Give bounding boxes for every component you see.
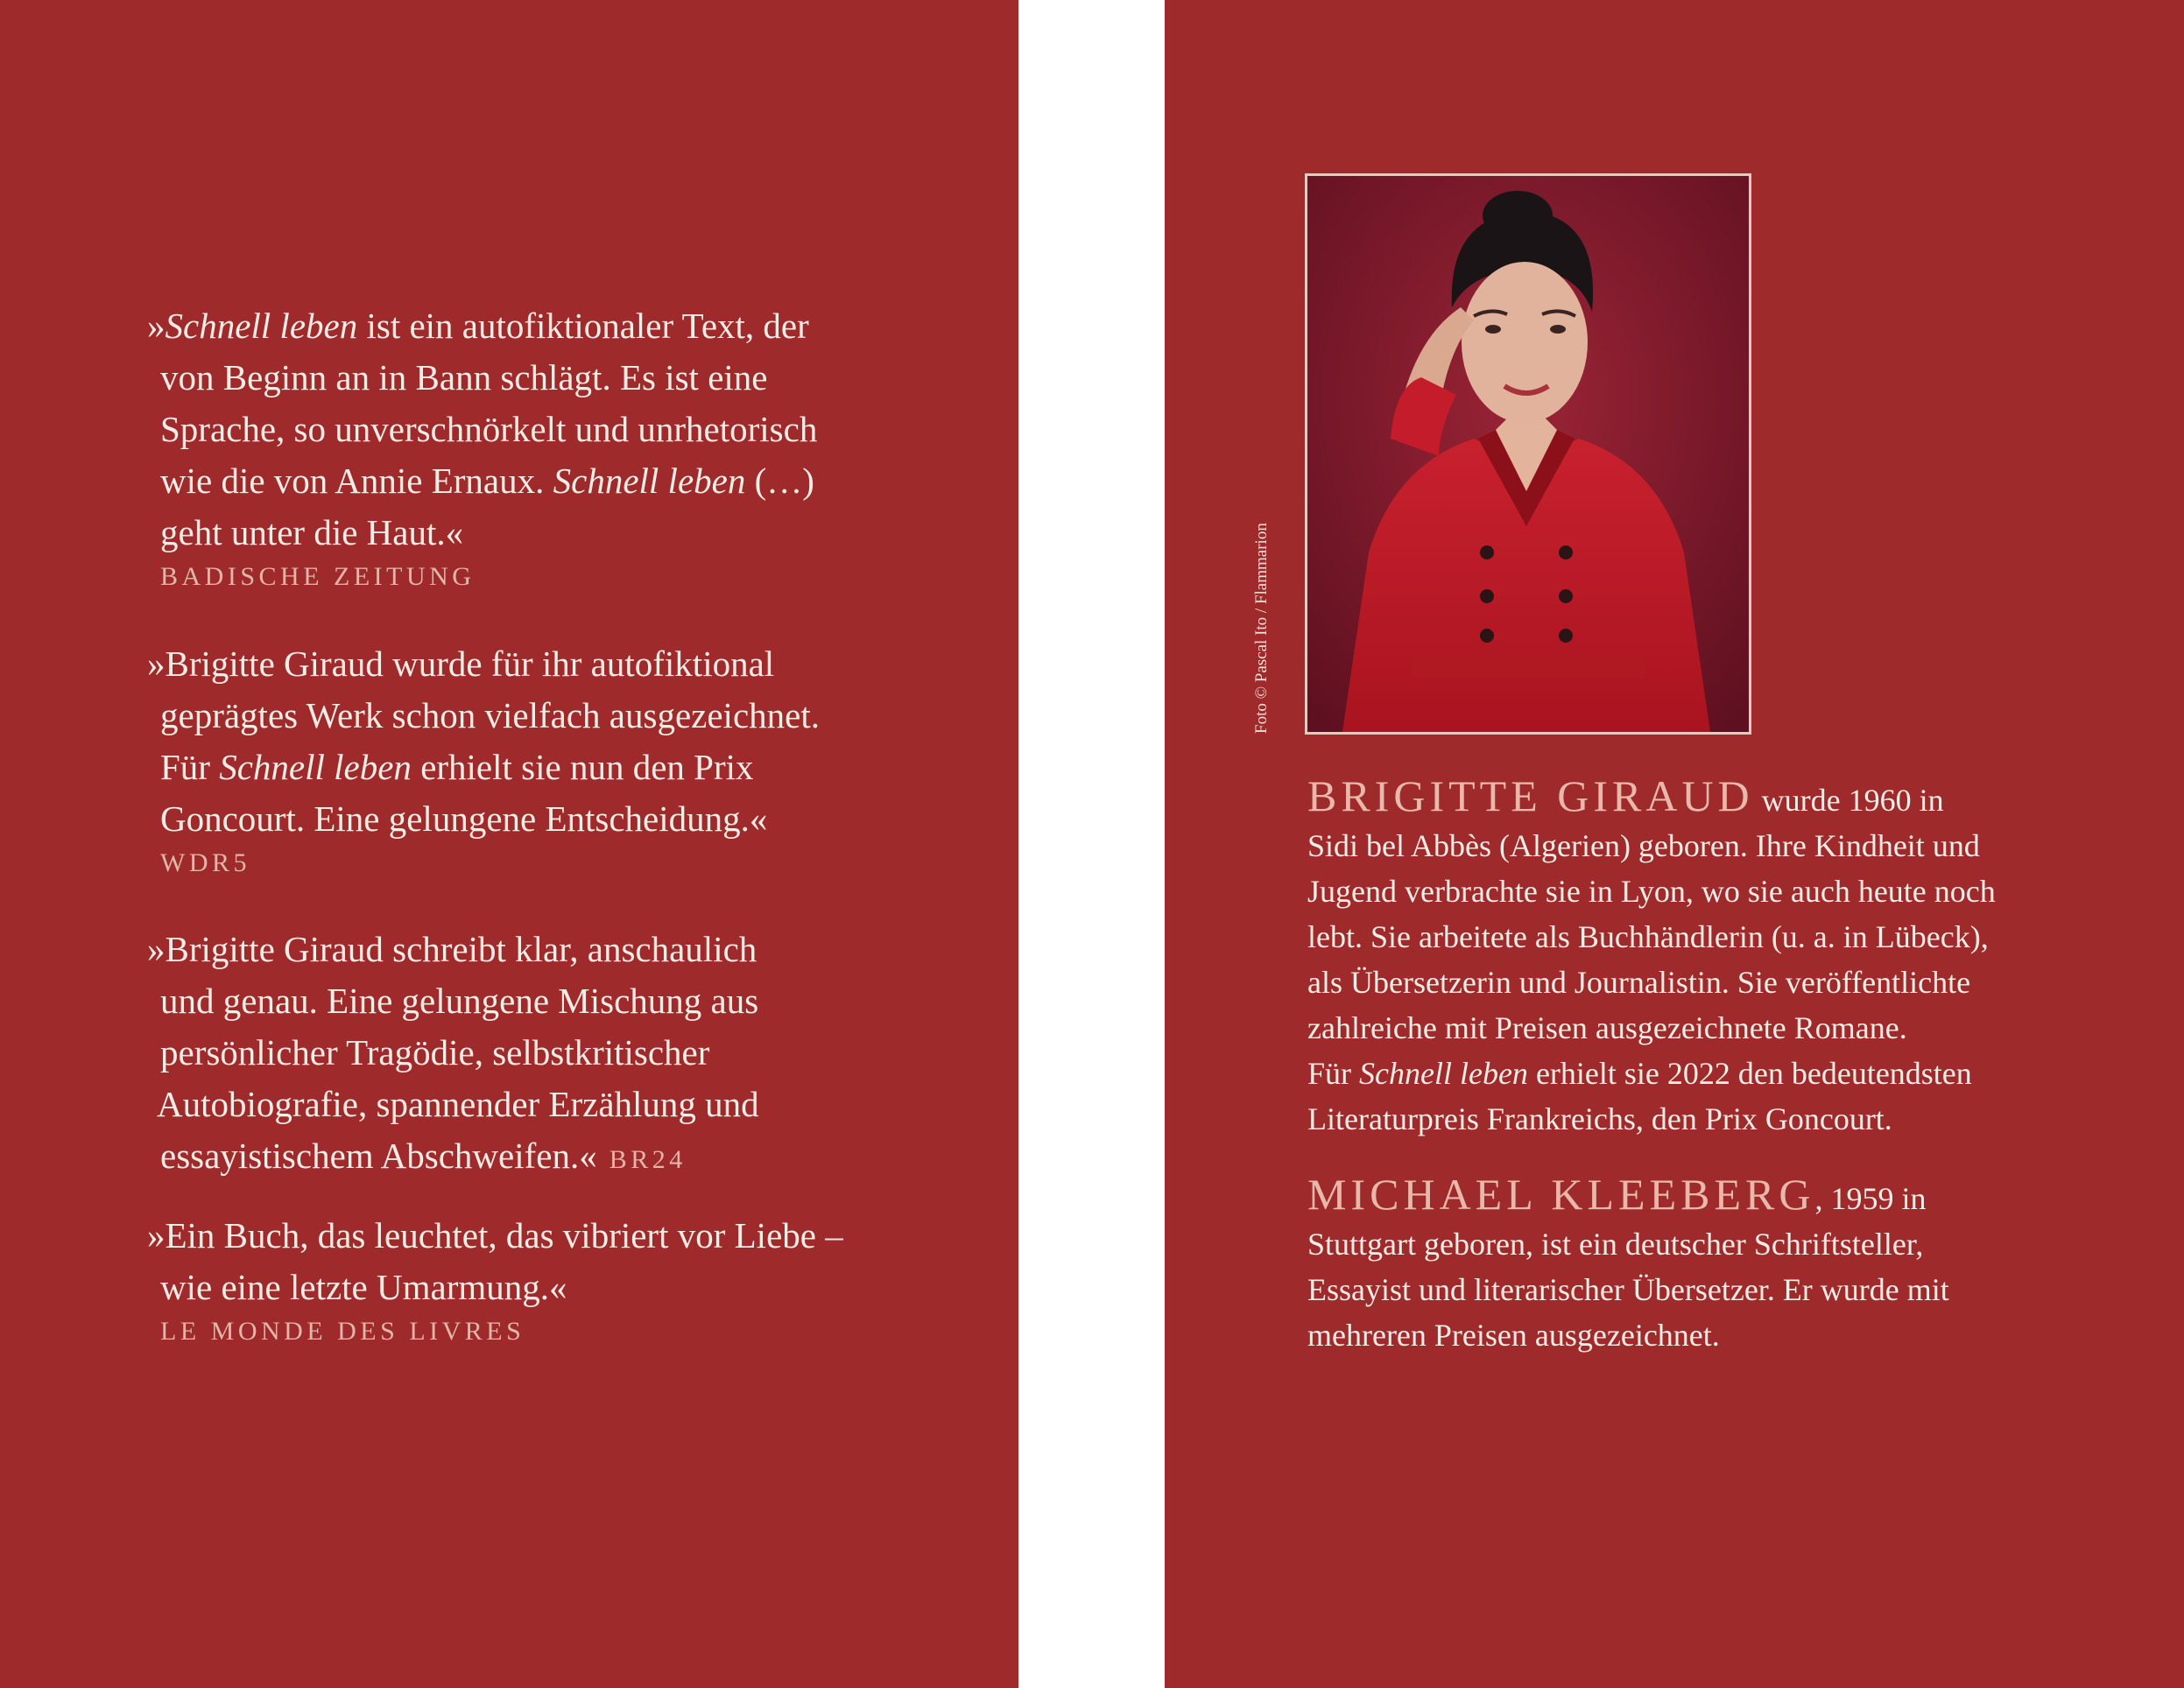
back-cover-panel (0, 0, 1018, 1688)
front-flap-panel (1165, 0, 2184, 1688)
bio-line: Essayist und literarischer Übersetzer. Er wurde mit (1307, 1272, 1949, 1307)
quote-source: BR24 (609, 1145, 687, 1174)
quote-line: wie die von Annie Ernaux. Schnell leben (…) (160, 461, 814, 501)
bio-line: Jugend verbrachte sie in Lyon, wo sie auch heute noch (1307, 874, 1996, 909)
photo-credit: Foto © Pascal Ito / Flammarion (1252, 523, 1271, 734)
quote-line: »Brigitte Giraud wurde für ihr autofiktional (147, 644, 775, 684)
quote-line: »Ein Buch, das leuchtet, das vibriert vor Liebe – (147, 1215, 843, 1255)
quote-line: »Brigitte Giraud schreibt klar, anschaulich (147, 929, 757, 969)
bio-line: MICHAEL KLEEBERG, 1959 in (1307, 1170, 1927, 1219)
author-name: BRIGITTE GIRAUD (1307, 771, 1754, 820)
bio-line: Für Schnell leben erhielt sie 2022 den bedeutendsten (1307, 1056, 1972, 1091)
author-bio (1307, 773, 2148, 1142)
bio-line: Stuttgart geboren, ist ein deutscher Schriftsteller, (1307, 1227, 1924, 1262)
quote-line: geprägtes Werk schon vielfach ausgezeichnet. (160, 695, 820, 735)
quote-le-monde (147, 1210, 935, 1347)
quote-line: und genau. Eine gelungene Mischung aus (160, 981, 759, 1021)
bio-line: zahlreiche mit Preisen ausgezeichnete Romane. (1307, 1010, 1907, 1045)
quote-br24 (147, 924, 935, 1185)
quote-line: Autobiografie, spannender Erzählung und (157, 1084, 759, 1124)
author-portrait-illustration (1307, 176, 1749, 732)
quote-wdr5 (147, 638, 935, 878)
quote-line: persönlicher Tragödie, selbstkritischer (160, 1032, 710, 1073)
quote-source: BADISCHE ZEITUNG (160, 562, 476, 591)
quote-line: »Schnell leben ist ein autofiktionaler Text, der (147, 306, 809, 346)
translator-bio (1307, 1171, 2148, 1358)
quote-source: LE MONDE DES LIVRES (160, 1317, 525, 1346)
quote-line: Sprache, so unverschnörkelt und unrhetorisch (160, 409, 818, 449)
quote-line: essayistischem Abschweifen.« BR24 (160, 1136, 687, 1176)
quote-line: wie eine letzte Umarmung.« (160, 1267, 567, 1307)
quote-line: Goncourt. Eine gelungene Entscheidung.« (160, 798, 768, 839)
quote-line: von Beginn an in Bann schlägt. Es ist eine (160, 357, 768, 397)
quote-badische-zeitung (147, 300, 935, 592)
bio-line: als Übersetzerin und Journalistin. Sie veröffentlichte (1307, 965, 1971, 1000)
translator-name: MICHAEL KLEEBERG (1307, 1170, 1815, 1219)
bio-line: mehreren Preisen ausgezeichnet. (1307, 1318, 1720, 1353)
author-photo (1305, 173, 1751, 735)
bio-line: Sidi bel Abbès (Algerien) geboren. Ihre Kindheit und (1307, 828, 1980, 863)
bio-line: lebt. Sie arbeitete als Buchhändlerin (u. a. in Lübeck), (1307, 919, 1989, 954)
quote-line: Für Schnell leben erhielt sie nun den Prix (160, 747, 754, 787)
quote-line: geht unter die Haut.« (160, 512, 464, 552)
quote-source: WDR5 (160, 848, 250, 877)
bio-line: Literaturpreis Frankreichs, den Prix Goncourt. (1307, 1101, 1892, 1136)
bio-line: BRIGITTE GIRAUD wurde 1960 in (1307, 771, 1944, 820)
